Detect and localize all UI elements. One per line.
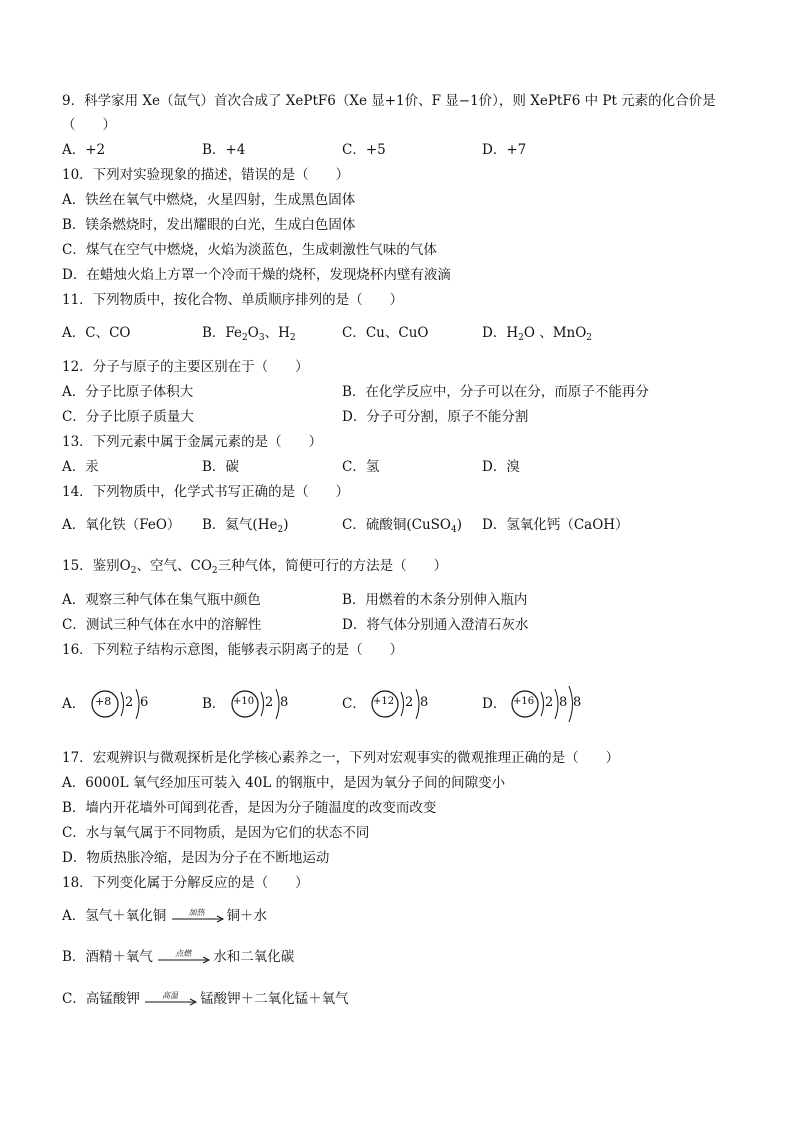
question-9-option-a: A．+2 bbox=[62, 142, 106, 158]
reaction-arrow-icon: 加热 bbox=[171, 908, 227, 926]
question-12-option-d: D．分子可分割，原子不能分割 bbox=[342, 409, 529, 425]
question-11-option-a: A．C、CO bbox=[62, 325, 131, 341]
question-18-option-a: A．氢气＋氧化铜 加热 铜＋水 bbox=[62, 907, 268, 924]
question-13-option-a: A．汞 bbox=[62, 459, 99, 475]
atom-diagram-b: +10 2 8 bbox=[230, 684, 300, 724]
question-14-stem: 14．下列物质中，化学式书写正确的是（ ） bbox=[62, 484, 350, 500]
question-9-option-b: B．+4 bbox=[202, 142, 246, 158]
question-16-option-d-label: D． bbox=[482, 696, 507, 712]
question-16-option-c-label: C． bbox=[342, 696, 366, 712]
question-17-option-c: C．水与氧气属于不同物质，是因为它们的状态不同 bbox=[62, 825, 370, 841]
question-12-option-c: C．分子比原子质量大 bbox=[62, 409, 194, 425]
reaction-arrow-icon: 点燃 bbox=[157, 949, 213, 967]
question-10-stem: 10．下列对实验现象的描述，错误的是（ ） bbox=[62, 167, 350, 183]
question-10-option-a: A．铁丝在氧气中燃烧，火星四射，生成黑色固体 bbox=[62, 192, 356, 208]
question-12-option-b: B．在化学反应中，分子可以在分，而原子不能再分 bbox=[342, 384, 649, 400]
atom-diagram-d: +16 2 8 8 bbox=[510, 684, 590, 724]
question-18-option-c: C．高锰酸钾 高温 锰酸钾＋二氧化锰＋氧气 bbox=[62, 990, 349, 1007]
question-11-option-c: C．Cu、CuO bbox=[342, 325, 429, 341]
question-15-option-b: B．用燃着的木条分别伸入瓶内 bbox=[342, 592, 528, 608]
question-18-stem: 18．下列变化属于分解反应的是（ ） bbox=[62, 875, 309, 891]
question-13-option-b: B．碳 bbox=[202, 459, 239, 475]
question-17-option-d: D．物质热胀冷缩，是因为分子在不断地运动 bbox=[62, 850, 330, 866]
question-12-stem: 12．分子与原子的主要区别在于（ ） bbox=[62, 359, 309, 375]
question-14-option-c: C．硫酸铜(CuSO$_4$) bbox=[342, 517, 462, 535]
question-11-option-b: B．$Fe_2O_3$、$H_2$ bbox=[202, 325, 296, 343]
question-10-option-b: B．镁条燃烧时，发出耀眼的白光，生成白色固体 bbox=[62, 217, 356, 233]
question-14-option-d: D．氢氧化钙（CaOH） bbox=[482, 517, 629, 533]
reaction-arrow-icon: 高温 bbox=[144, 991, 200, 1009]
question-13-option-d: D．溴 bbox=[482, 459, 520, 475]
question-16-option-b-label: B． bbox=[202, 696, 226, 712]
atom-diagram-a: +8 2 6 bbox=[90, 684, 160, 724]
question-16-option-a-label: A． bbox=[62, 696, 86, 712]
question-14-option-a: A．氧化铁（FeO） bbox=[62, 517, 181, 533]
question-10-option-d: D．在蜡烛火焰上方罩一个冷而干燥的烧杯，发现烧杯内壁有液滴 bbox=[62, 267, 451, 283]
question-15-option-c: C．测试三种气体在水中的溶解性 bbox=[62, 617, 262, 633]
atom-diagram-c: +12 2 8 bbox=[370, 684, 440, 724]
question-17-option-a: A．6000L 氧气经加压可装入 40L 的钢瓶中，是因为氧分子间的间隙变小 bbox=[62, 775, 506, 791]
question-9-stem: 9．科学家用 Xe（氙气）首次合成了 XePtF6（Xe 显+1价、F 显−1价），则 XePtF6 中 Pt 元素的化合价是 bbox=[62, 93, 716, 109]
question-9-option-c: C．+5 bbox=[342, 142, 386, 158]
question-13-option-c: C．氢 bbox=[342, 459, 380, 475]
question-9-option-d: D．+7 bbox=[482, 142, 527, 158]
question-11-stem: 11．下列物质中，按化合物、单质顺序排列的是（ ） bbox=[62, 292, 404, 308]
question-15-option-d: D．将气体分别通入澄清石灰水 bbox=[342, 617, 529, 633]
question-14-option-b: B．氦气$(He_2)$ bbox=[202, 517, 289, 535]
question-18-option-b: B．酒精＋氧气 点燃 水和二氧化碳 bbox=[62, 948, 295, 965]
question-10-option-c: C．煤气在空气中燃烧，火焰为淡蓝色，生成刺激性气味的气体 bbox=[62, 242, 437, 258]
question-12-option-a: A．分子比原子体积大 bbox=[62, 384, 194, 400]
question-17-option-b: B．墙内开花墙外可闻到花香，是因为分子随温度的改变而改变 bbox=[62, 800, 437, 816]
question-17-stem: 17．宏观辨识与微观探析是化学核心素养之一，下列对宏观事实的微观推理正确的是（ ） bbox=[62, 750, 620, 766]
question-13-stem: 13．下列元素中属于金属元素的是（ ） bbox=[62, 434, 323, 450]
question-15-stem: 15．鉴别$O_2$、空气、$CO_2$三种气体，简便可行的方法是（ ） bbox=[62, 558, 448, 576]
question-9-answer-paren: （ ） bbox=[62, 117, 116, 133]
question-15-option-a: A．观察三种气体在集气瓶中颜色 bbox=[62, 592, 261, 608]
question-11-option-d: D．$H_2O$ 、MnO$_2$ bbox=[482, 325, 593, 343]
question-16-stem: 16．下列粒子结构示意图，能够表示阴离子的是（ ） bbox=[62, 642, 404, 658]
